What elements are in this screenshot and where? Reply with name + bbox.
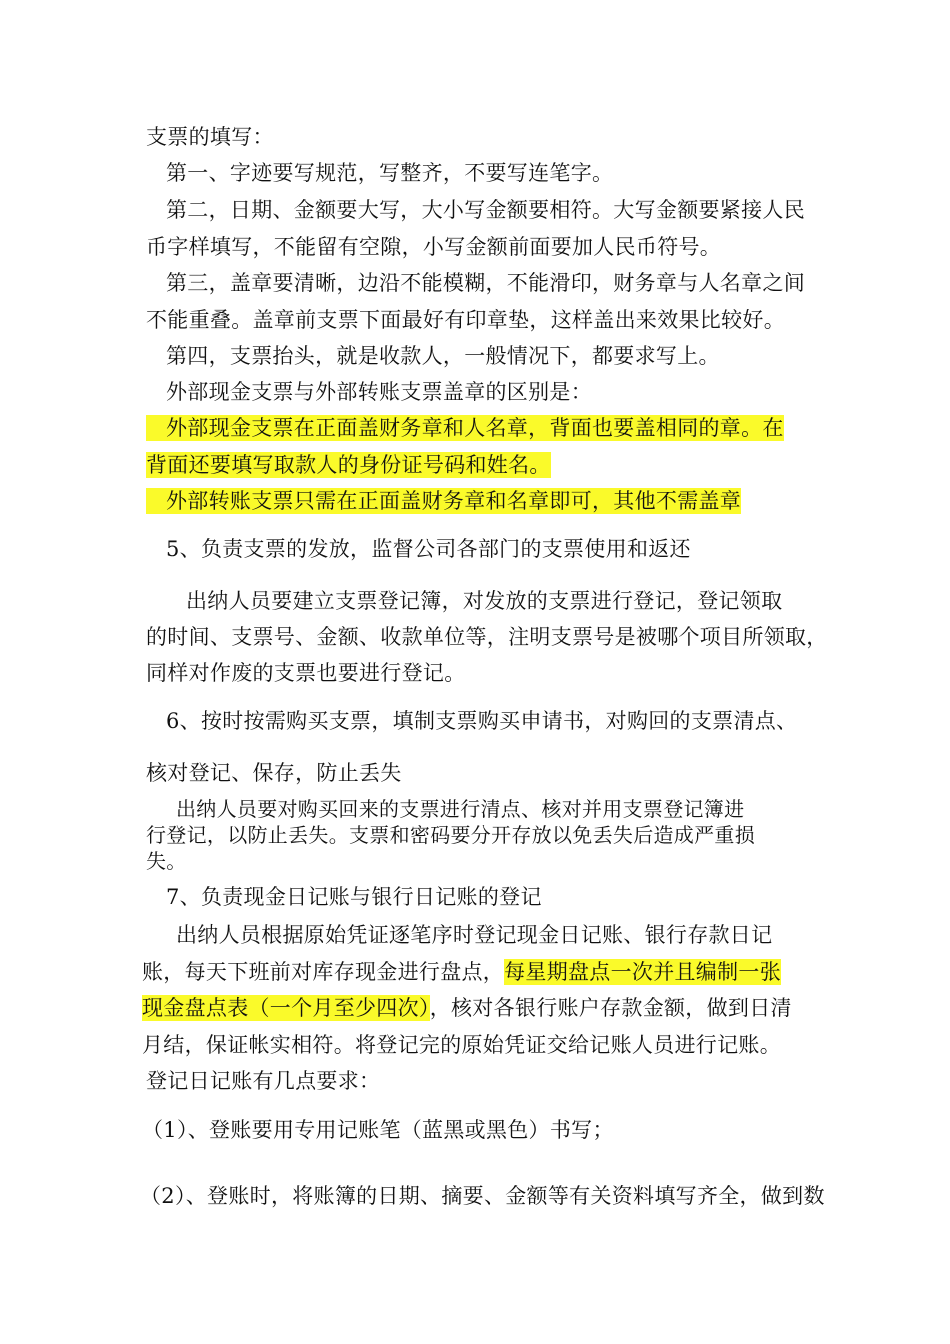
highlight-text: 背面还要填写取款人的身份证号码和姓名。 xyxy=(146,453,551,477)
section-5-para-line-2: 的时间、支票号、金额、收款单位等，注明支票号是被哪个项目所领取， xyxy=(146,625,828,649)
section-6-para-line-3: 失。 xyxy=(146,849,187,873)
section-7-title: 7、负责现金日记账与银行日记账的登记 xyxy=(166,885,542,909)
requirement-1: （1）、登账要用专用记账笔（蓝黑或黑色）书写； xyxy=(142,1118,614,1142)
highlight-text: 外部现金支票在正面盖财务章和人名章，背面也要盖相同的章。在 xyxy=(146,415,784,441)
section-5-title: 5、负责支票的发放，监督公司各部门的支票使用和返还 xyxy=(166,537,691,561)
section-7-para-line-1: 出纳人员根据原始凭证逐笔序时登记现金日记账、银行存款日记 xyxy=(176,923,773,947)
section-7-para-line-3 xyxy=(142,993,792,1023)
rule-3-line-1: 第三，盖章要清晰，边沿不能模糊，不能滑印，财务章与人名章之间 xyxy=(166,271,805,295)
rule-4: 第四，支票抬头，就是收款人，一般情况下，都要求写上。 xyxy=(166,344,720,368)
section-7-para-line-4: 月结，保证帐实相符。将登记完的原始凭证交给记账人员进行记账。 xyxy=(142,1033,781,1057)
highlight-text: 外部转账支票只需在正面盖财务章和名章即可，其他不需盖章 xyxy=(146,488,741,514)
plain-text: 账，每天下班前对库存现金进行盘点， xyxy=(142,960,505,984)
section-5-para-line-1: 出纳人员要建立支票登记簿，对发放的支票进行登记，登记领取 xyxy=(186,589,783,613)
rule-1: 第一、字迹要写规范，写整齐，不要写连笔字。 xyxy=(166,161,614,185)
highlighted-cash-check-line-2 xyxy=(146,450,551,480)
highlighted-cash-check-line-1 xyxy=(146,413,784,443)
highlight-text: 每星期盘点一次并且编制一张 xyxy=(504,960,782,984)
section-heading: 支票的填写： xyxy=(146,125,274,149)
rule-2-line-2: 币字样填写，不能留有空隙，小写金额前面要加人民币符号。 xyxy=(146,235,722,259)
rule-2-line-1: 第二，日期、金额要大写，大小写金额要相符。大写金额要紧接人民 xyxy=(166,198,805,222)
section-7-para-line-2 xyxy=(142,957,781,987)
highlighted-transfer-check xyxy=(146,486,741,516)
section-5-para-line-3: 同样对作废的支票也要进行登记。 xyxy=(146,661,466,685)
highlight-text: 现金盘点表（一个月至少四次） xyxy=(142,996,430,1020)
stamp-difference-intro: 外部现金支票与外部转账支票盖章的区别是： xyxy=(166,380,592,404)
section-6-title-line-1: 6、按时按需购买支票，填制支票购买申请书，对购回的支票清点、 xyxy=(166,709,798,733)
section-6-para-line-2: 行登记，以防止丢失。支票和密码要分开存放以免丢失后造成严重损 xyxy=(146,823,755,847)
section-6-para-line-1: 出纳人员要对购买回来的支票进行清点、核对并用支票登记簿进 xyxy=(176,797,745,821)
section-6-title-line-2: 核对登记、保存，防止丢失 xyxy=(146,761,402,785)
plain-text: ，核对各银行账户存款金额，做到日清 xyxy=(429,996,792,1020)
requirement-2: （2）、登账时，将账簿的日期、摘要、金额等有关资料填写齐全，做到数 xyxy=(140,1184,825,1208)
rule-3-line-2: 不能重叠。盖章前支票下面最好有印章垫，这样盖出来效果比较好。 xyxy=(146,308,785,332)
section-7-para-line-5: 登记日记账有几点要求： xyxy=(146,1069,381,1093)
